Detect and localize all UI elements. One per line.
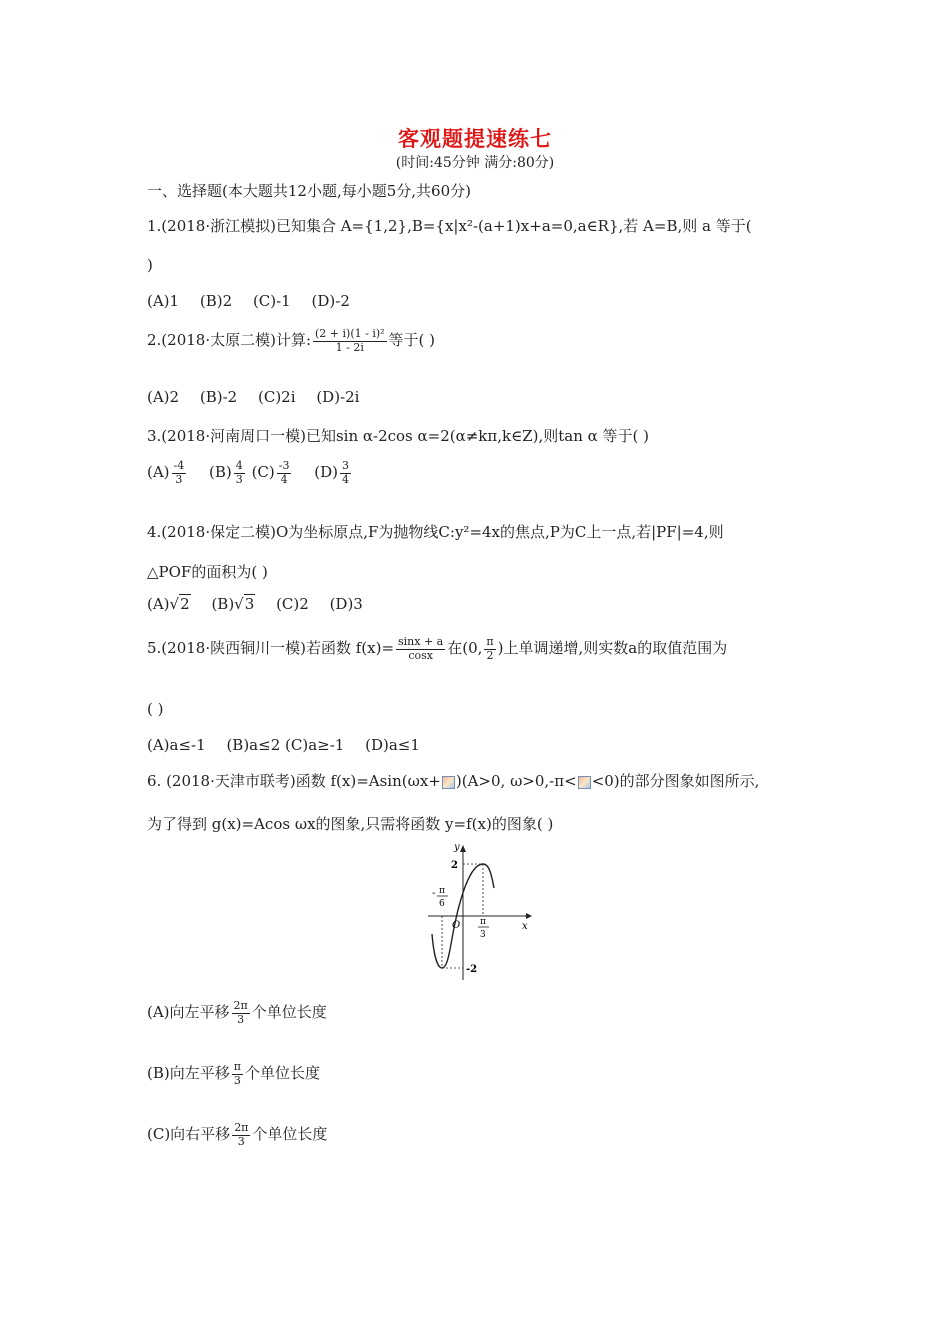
xpos-num: π [480,917,486,927]
origin-label: O [452,920,461,931]
question-6-option-c: (C)向右平移 $\frac{2\pi}{3}$ 个单位长度 [147,1121,328,1148]
question-6-stem-cont: 为了得到 g(x)=Acos ωx的图象,只需将函数 y=f(x)的图象( ) [147,815,554,833]
option-b: (B)a≤2 [226,736,281,754]
phi-image-icon [442,776,455,789]
y-label: y [454,842,460,853]
option-b: (B)2 [199,292,233,310]
ymin-label: -2 [466,964,478,975]
question-6-option-b: (B)向左平移 $\frac{\pi}{3}$ 个单位长度 [147,1060,320,1087]
ymax-label: 2 [451,860,458,871]
option-c: (C)2i [258,388,296,406]
question-3-options [147,460,353,486]
question-4-stem: 4.(2018·保定二模)O为坐标原点,F为抛物线C:y²=4x的焦点,P为C上一点,若|PF|=4,则 [147,523,724,541]
option-d: (D) $\frac{3}{4}$ [314,459,349,486]
option-a: (A) $\frac{-4}{3}$ [147,459,185,486]
option-c: (C) $\frac{-3}{4}$ [251,459,290,486]
question-6-stem: 6. (2018·天津市联考)函数 f(x)=Asin(ωx+ )(A>0, ω>0,-π< <0)的部分图象如图所示, [147,772,760,790]
question-1-stem: 1.(2018·浙江模拟)已知集合 A={1,2},B={x|x²-(a+1)x+a=0,a∈R},若 A=B,则 a 等于( [147,217,752,235]
x-label: x [522,921,528,932]
question-5-stem-cont: ( ) [147,700,164,718]
section-heading: 一、选择题(本大题共12小题,每小题5分,共60分) [147,182,471,200]
option-a: (A)√2 [147,595,190,613]
option-b: (B)√3 [211,595,255,613]
xneg-num: π [439,886,445,896]
option-d: (D)3 [329,595,363,613]
question-4-options [147,595,363,613]
option-a: (A)1 [147,292,180,310]
x-axis-arrow [526,913,532,919]
question-4-stem-cont: △POF的面积为( ) [147,563,268,581]
option-d: (D)-2 [311,292,350,310]
option-c: (C)2 [276,595,309,613]
option-d: (D)a≤1 [365,736,420,754]
question-3-stem: 3.(2018·河南周口一模)已知sin α-2cos α=2(α≠kπ,k∈Z),则tan α 等于( ) [147,427,650,445]
xneg-sign: - [432,888,436,899]
option-a: (A)a≤-1 [147,736,206,754]
question-6-option-a: (A)向左平移 $\frac{2\pi}{3}$ 个单位长度 [147,999,327,1026]
page-title: 客观题提速练七 [398,126,552,151]
option-c: (C)a≥-1 [285,736,345,754]
question-5-options [147,736,420,754]
question-2-options [147,388,359,406]
option-a: (A)2 [147,388,180,406]
option-d: (D)-2i [316,388,360,406]
question-1-options [147,292,350,310]
function-graph [420,838,535,983]
question-2-stem: 2.(2018·太原二模)计算: $\frac{\text{(2 + i)(1 - i)²}}{1 - 2i}$ 等于( ) [147,327,436,354]
q2-fraction: $\frac{\text{(2 + i)(1 - i)²}}{1 - 2i}$ [315,327,385,354]
question-1-stem-cont: ) [147,256,153,274]
page-subtitle: (时间:45分钟 满分:80分) [395,155,555,171]
xpos-den: 3 [480,930,486,940]
phi-image-icon [578,776,591,789]
option-b: (B)-2 [199,388,238,406]
option-b: (B) $\frac{4}{3}$ [209,459,243,486]
option-c: (C)-1 [252,292,291,310]
question-5-stem: 5.(2018·陕西铜川一模)若函数 f(x)= $\frac{\sin x + a}{\cos x}$ 在(0, $\frac{\pi}{2}$ )上单调递增,则实数a的取值范围为 [147,635,728,662]
xneg-den: 6 [439,899,445,909]
y-axis-arrow [460,845,466,852]
